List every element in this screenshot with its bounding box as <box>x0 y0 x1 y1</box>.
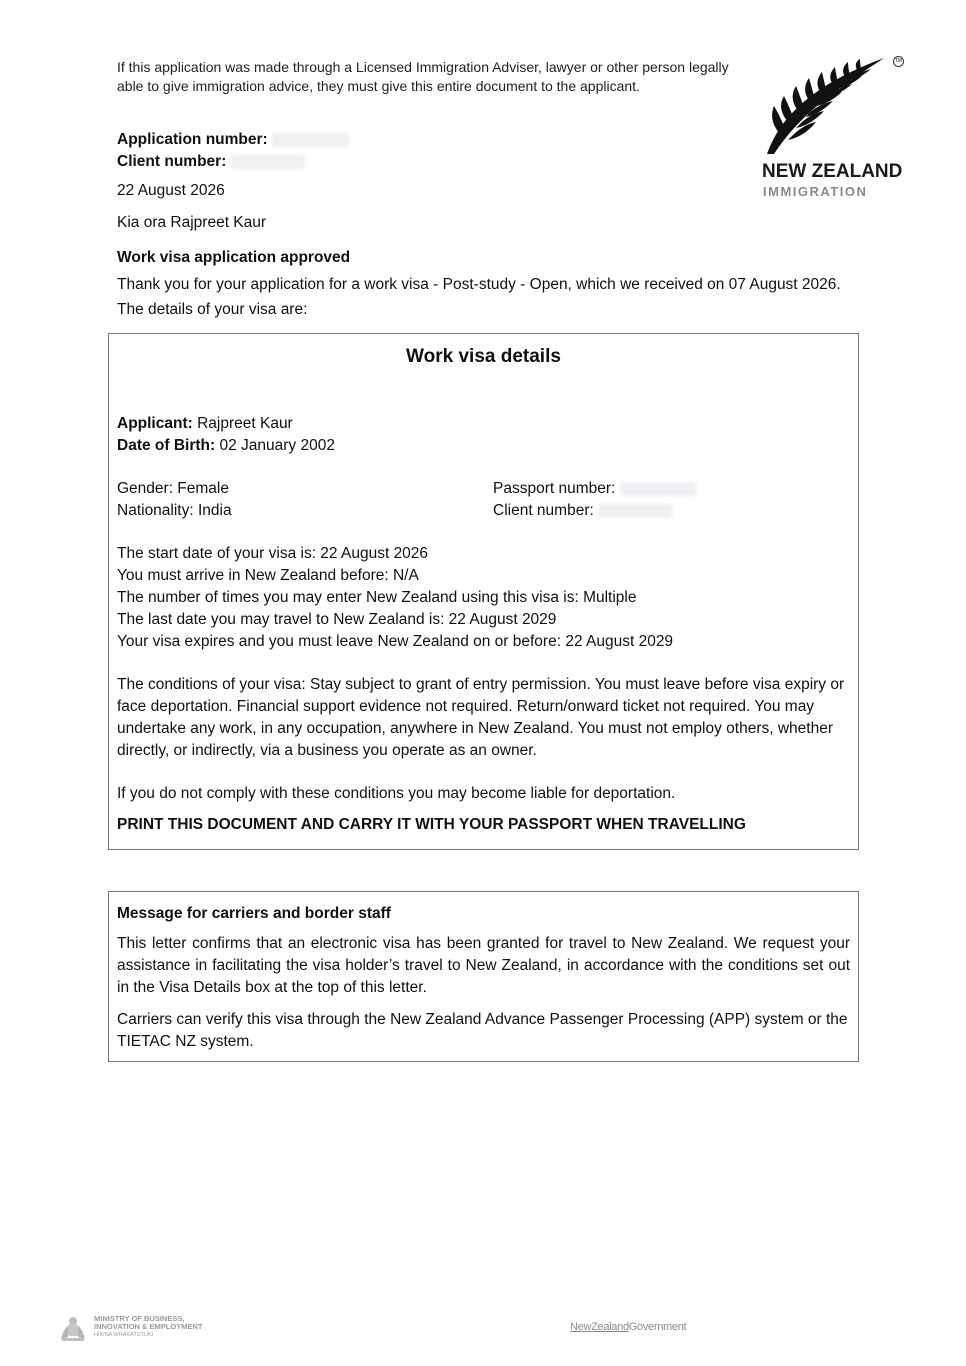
carriers-message-box <box>108 891 859 1062</box>
intro-paragraph: Thank you for your application for a work visa - Post-study - Open, which we received on 07 August 2026. The details of your visa are: <box>117 276 841 318</box>
arrive-before: You must arrive in New Zealand before: N/A <box>117 567 419 584</box>
dob-label: Date of Birth: <box>117 437 216 454</box>
dob-value: 02 January 2002 <box>215 437 335 454</box>
redacted-application-number <box>272 133 350 147</box>
mbie-line-3: HĪKINA WHAKATUTUKI <box>94 1332 154 1338</box>
client-number-label: Client number: <box>117 153 227 170</box>
visa-conditions: The conditions of your visa: Stay subject to grant of entry permission. You must leave before visa expiry or face deportation. Financial support evidence not required. Return/onward ticket not required. You may undertake any work, in any occupation, anywhere in New Zealand. You must not employ others, whether directly, or indirectly, via a business you operate as an owner. <box>117 676 845 759</box>
gender: Gender: Female <box>117 480 229 497</box>
carriers-title: Message for carriers and border staff <box>117 905 391 922</box>
visa-client-number-row <box>493 500 672 522</box>
visa-expiry: Your visa expires and you must leave New Zealand on or before: 22 August 2029 <box>117 633 674 650</box>
redacted-passport-number <box>620 482 696 496</box>
applicant-label: Applicant: <box>117 415 193 432</box>
coat-of-arms-icon <box>58 1313 88 1343</box>
mbie-line-1: MINISTRY OF BUSINESS, <box>94 1314 185 1323</box>
letter-subject: Work visa application approved <box>117 249 351 266</box>
nationality: Nationality: India <box>117 502 232 519</box>
applicant-value: Rajpreet Kaur <box>192 415 293 432</box>
mbie-text <box>94 1315 202 1339</box>
silver-fern-icon <box>762 56 887 156</box>
trademark-mark: TM <box>893 56 904 67</box>
logo-new-zealand: NEW ZEALAND <box>762 161 903 182</box>
dob-row <box>117 435 335 457</box>
visa-details-title: Work visa details <box>406 346 561 367</box>
redacted-visa-client-number <box>598 504 672 518</box>
passport-number-row <box>493 478 696 500</box>
passport-number-label: Passport number: <box>493 480 616 497</box>
application-number-label: Application number: <box>117 131 268 148</box>
applicant-row <box>117 413 293 435</box>
number-of-entries: The number of times you may enter New Zealand using this visa is: Multiple <box>117 589 637 606</box>
comply-warning: If you do not comply with these conditions you may become liable for deportation. <box>117 785 676 802</box>
mbie-line-2: INNOVATION & EMPLOYMENT <box>94 1322 203 1331</box>
nz-government-logo <box>570 1321 686 1333</box>
redacted-client-number <box>231 155 305 169</box>
client-number-row <box>117 151 350 173</box>
visa-client-number-label: Client number: <box>493 502 594 519</box>
carriers-paragraph-1: This letter confirms that an electronic visa has been granted for travel to New Zealand. We request your assistance in facilitating the visa holder’s travel to New Zealand, in accordance with the conditions set out in the Visa Details box at the top of this letter. <box>117 935 850 996</box>
last-travel-date: The last date you may travel to New Zealand is: 22 August 2029 <box>117 611 557 628</box>
reference-numbers <box>117 129 350 173</box>
letter-date: 22 August 2026 <box>117 182 225 199</box>
nz-government-part-2: Government <box>628 1321 687 1333</box>
adviser-notice: If this application was made through a Licensed Immigration Adviser, lawyer or other person legally able to give immigration advice, they must give this entire document to the applicant. <box>117 59 729 94</box>
carriers-paragraph-2: Carriers can verify this visa through the New Zealand Advance Passenger Processing (APP) system or the TIETAC NZ system. <box>117 1011 848 1050</box>
application-number-row <box>117 129 350 151</box>
visa-start-date: The start date of your visa is: 22 August 2026 <box>117 545 429 562</box>
print-instruction: PRINT THIS DOCUMENT AND CARRY IT WITH YOUR PASSPORT WHEN TRAVELLING <box>117 816 746 833</box>
logo-immigration: IMMIGRATION <box>763 184 868 199</box>
visa-details-box <box>108 333 859 850</box>
nz-government-part-1: NewZealand <box>570 1321 629 1333</box>
nz-immigration-logo <box>760 54 910 204</box>
greeting: Kia ora Rajpreet Kaur <box>117 214 267 231</box>
